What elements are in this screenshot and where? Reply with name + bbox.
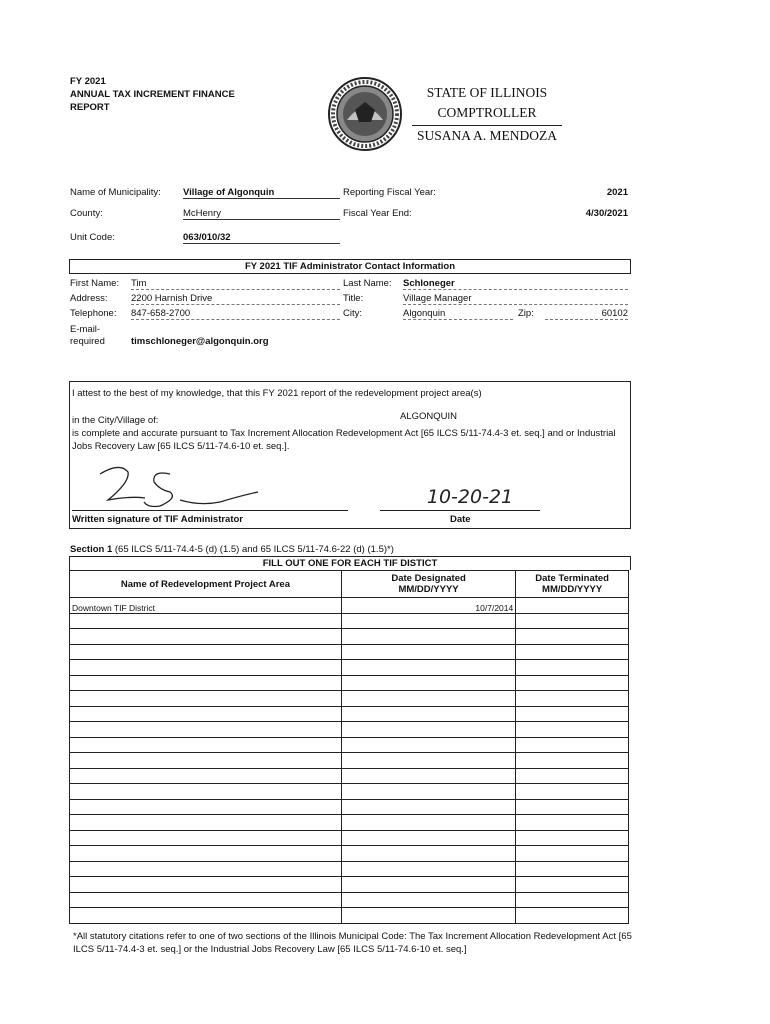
date-designated-cell bbox=[341, 613, 515, 629]
section1-heading bbox=[70, 544, 394, 555]
project-area-cell bbox=[70, 613, 342, 629]
date-terminated-cell bbox=[516, 784, 629, 800]
attestation-intro: I attest to the best of my knowledge, that this FY 2021 report of the redevelopment project area(s) bbox=[72, 388, 482, 399]
last-name-label: Last Name: bbox=[343, 278, 392, 289]
date-terminated-cell bbox=[516, 846, 629, 862]
report-year: FY 2021 bbox=[70, 76, 106, 87]
telephone-value: 847-658-2700 bbox=[131, 308, 340, 320]
project-area-cell bbox=[70, 846, 342, 862]
email-label-line1: E-mail- bbox=[70, 324, 101, 335]
project-area-cell bbox=[70, 815, 342, 831]
office-name: COMPTROLLER bbox=[437, 105, 537, 120]
table-row bbox=[70, 768, 629, 784]
state-name: STATE OF ILLINOIS bbox=[426, 85, 548, 100]
col-date-terminated-line1: Date Terminated bbox=[535, 573, 609, 584]
date-terminated-cell bbox=[516, 613, 629, 629]
project-area-cell bbox=[70, 861, 342, 877]
table-row bbox=[70, 706, 629, 722]
city-label: City: bbox=[343, 308, 362, 319]
col-date-designated-line1: Date Designated bbox=[391, 573, 466, 584]
date-designated-cell bbox=[341, 861, 515, 877]
address-value: 2200 Harnish Drive bbox=[131, 293, 340, 305]
project-area-cell bbox=[70, 877, 342, 893]
date-label: Date bbox=[450, 514, 471, 525]
unit-code-label: Unit Code: bbox=[70, 232, 115, 243]
date-designated-cell bbox=[341, 691, 515, 707]
municipality-label: Name of Municipality: bbox=[70, 187, 161, 198]
project-area-cell bbox=[70, 691, 342, 707]
county-value: McHenry bbox=[183, 208, 340, 220]
date-designated-cell bbox=[341, 675, 515, 691]
date-terminated-cell bbox=[516, 644, 629, 660]
date-terminated-cell bbox=[516, 908, 629, 924]
attestation-box bbox=[69, 381, 631, 529]
date-terminated-cell bbox=[516, 768, 629, 784]
date-terminated-cell bbox=[516, 830, 629, 846]
signed-date: 10-20-21 bbox=[426, 486, 514, 508]
title-label: Title: bbox=[343, 293, 364, 304]
table-row bbox=[70, 660, 629, 676]
project-area-cell bbox=[70, 908, 342, 924]
section1-heading-bold: Section 1 bbox=[70, 544, 113, 555]
date-designated-cell bbox=[341, 629, 515, 645]
project-area-cell bbox=[70, 737, 342, 753]
comptroller-block bbox=[412, 83, 562, 146]
date-designated-cell bbox=[341, 753, 515, 769]
county-label: County: bbox=[70, 208, 103, 219]
email-label bbox=[70, 324, 105, 348]
table-row bbox=[70, 877, 629, 893]
date-terminated-cell bbox=[516, 892, 629, 908]
fiscal-year-value: 2021 bbox=[606, 187, 628, 198]
table-row bbox=[70, 598, 629, 614]
fiscal-year-label: Reporting Fiscal Year: bbox=[343, 187, 436, 198]
address-label: Address: bbox=[70, 293, 108, 304]
table-row bbox=[70, 784, 629, 800]
date-terminated-cell bbox=[516, 877, 629, 893]
date-designated-cell bbox=[341, 722, 515, 738]
project-area-cell bbox=[70, 799, 342, 815]
table-row bbox=[70, 691, 629, 707]
date-terminated-cell bbox=[516, 815, 629, 831]
date-terminated-cell bbox=[516, 660, 629, 676]
project-area-cell bbox=[70, 753, 342, 769]
report-title-line1: ANNUAL TAX INCREMENT FINANCE bbox=[70, 89, 235, 100]
date-terminated-cell bbox=[516, 753, 629, 769]
table-row bbox=[70, 722, 629, 738]
report-header bbox=[70, 75, 235, 114]
project-area-cell bbox=[70, 660, 342, 676]
table-row bbox=[70, 846, 629, 862]
col-date-designated-line2: MM/DD/YYYY bbox=[398, 584, 459, 595]
date-designated-cell bbox=[341, 908, 515, 924]
first-name-label: First Name: bbox=[70, 278, 120, 289]
zip-label: Zip: bbox=[518, 308, 534, 319]
contact-section-title: FY 2021 TIF Administrator Contact Information bbox=[69, 259, 631, 274]
table-row bbox=[70, 830, 629, 846]
table-row bbox=[70, 799, 629, 815]
col-date-terminated-line2: MM/DD/YYYY bbox=[542, 584, 603, 595]
fiscal-end-value: 4/30/2021 bbox=[585, 208, 628, 219]
col-project-area: Name of Redevelopment Project Area bbox=[70, 571, 342, 598]
fiscal-end-label: Fiscal Year End: bbox=[343, 208, 412, 219]
table-row bbox=[70, 737, 629, 753]
date-terminated-cell bbox=[516, 629, 629, 645]
date-designated-cell bbox=[341, 830, 515, 846]
tif-table-header bbox=[70, 571, 629, 598]
footnote: *All statutory citations refer to one of two sections of the Illinois Municipal Code: The Tax Increment Allocation Redevelopment Act [65 ILCS 5/11-74.4-3 et. seq.] or the Industrial Jobs Recovery Law [65 ILCS 5/11-74.6-10 et. seq.] bbox=[73, 931, 632, 955]
date-designated-cell: 10/7/2014 bbox=[341, 598, 515, 614]
section1-heading-rest: (65 ILCS 5/11-74.4-5 (d) (1.5) and 65 ILCS 5/11-74.6-22 (d) (1.5)*) bbox=[112, 544, 394, 555]
date-designated-cell bbox=[341, 644, 515, 660]
project-area-cell bbox=[70, 644, 342, 660]
table-row bbox=[70, 908, 629, 924]
date-designated-cell bbox=[341, 892, 515, 908]
project-area-cell bbox=[70, 892, 342, 908]
date-terminated-cell bbox=[516, 598, 629, 614]
date-designated-cell bbox=[341, 799, 515, 815]
project-area-cell bbox=[70, 675, 342, 691]
attestation-body: is complete and accurate pursuant to Tax Increment Allocation Redevelopment Act [65 ILCS 5/11-74.4-3 et. seq.] and or Industrial Jobs Recovery Law [65 ILCS 5/11-74.6-10 et. seq.]. bbox=[72, 428, 616, 452]
date-terminated-cell bbox=[516, 691, 629, 707]
attestation-city-label bbox=[72, 415, 158, 426]
project-area-cell bbox=[70, 706, 342, 722]
city-value: Algonquin bbox=[403, 308, 513, 320]
date-designated-cell bbox=[341, 706, 515, 722]
table-row bbox=[70, 613, 629, 629]
telephone-label: Telephone: bbox=[70, 308, 117, 319]
date-designated-cell bbox=[341, 784, 515, 800]
signature-image bbox=[90, 462, 270, 512]
date-designated-cell bbox=[341, 660, 515, 676]
report-title-line2: REPORT bbox=[70, 102, 110, 113]
attestation-city-label-text: in the City/Village of: bbox=[72, 415, 159, 426]
date-terminated-cell bbox=[516, 861, 629, 877]
date-designated-cell bbox=[341, 815, 515, 831]
project-area-cell bbox=[70, 768, 342, 784]
date-designated-cell bbox=[341, 877, 515, 893]
date-terminated-cell bbox=[516, 706, 629, 722]
state-seal-icon bbox=[327, 76, 403, 152]
project-area-cell bbox=[70, 629, 342, 645]
project-area-cell bbox=[70, 830, 342, 846]
project-area-cell: Downtown TIF District bbox=[70, 598, 342, 614]
unit-code-value: 063/010/32 bbox=[183, 232, 340, 244]
table-row bbox=[70, 629, 629, 645]
table-row bbox=[70, 644, 629, 660]
last-name-value: Schloneger bbox=[403, 278, 628, 290]
date-designated-cell bbox=[341, 846, 515, 862]
table-row bbox=[70, 753, 629, 769]
zip-value: 60102 bbox=[545, 308, 628, 320]
col-date-designated bbox=[341, 571, 515, 598]
title-value: Village Manager bbox=[403, 293, 628, 305]
date-terminated-cell bbox=[516, 799, 629, 815]
date-terminated-cell bbox=[516, 722, 629, 738]
project-area-cell bbox=[70, 784, 342, 800]
date-designated-cell bbox=[341, 768, 515, 784]
email-value: timschloneger@algonquin.org bbox=[131, 336, 269, 347]
col-date-terminated bbox=[516, 571, 629, 598]
date-terminated-cell bbox=[516, 737, 629, 753]
project-area-cell bbox=[70, 722, 342, 738]
signature-label: Written signature of TIF Administrator bbox=[72, 514, 244, 525]
date-terminated-cell bbox=[516, 675, 629, 691]
date-designated-cell bbox=[341, 737, 515, 753]
fill-out-banner: FILL OUT ONE FOR EACH TIF DISTICT bbox=[69, 556, 631, 570]
attestation-city-value: ALGONQUIN bbox=[400, 411, 458, 422]
municipality-value: Village of Algonquin bbox=[183, 187, 340, 199]
email-label-line2: required bbox=[70, 336, 105, 347]
table-row bbox=[70, 675, 629, 691]
table-row bbox=[70, 892, 629, 908]
tif-table bbox=[69, 570, 629, 924]
first-name-value: Tim bbox=[131, 278, 340, 290]
official-name: SUSANA A. MENDOZA bbox=[417, 128, 557, 143]
table-row bbox=[70, 861, 629, 877]
table-row bbox=[70, 815, 629, 831]
